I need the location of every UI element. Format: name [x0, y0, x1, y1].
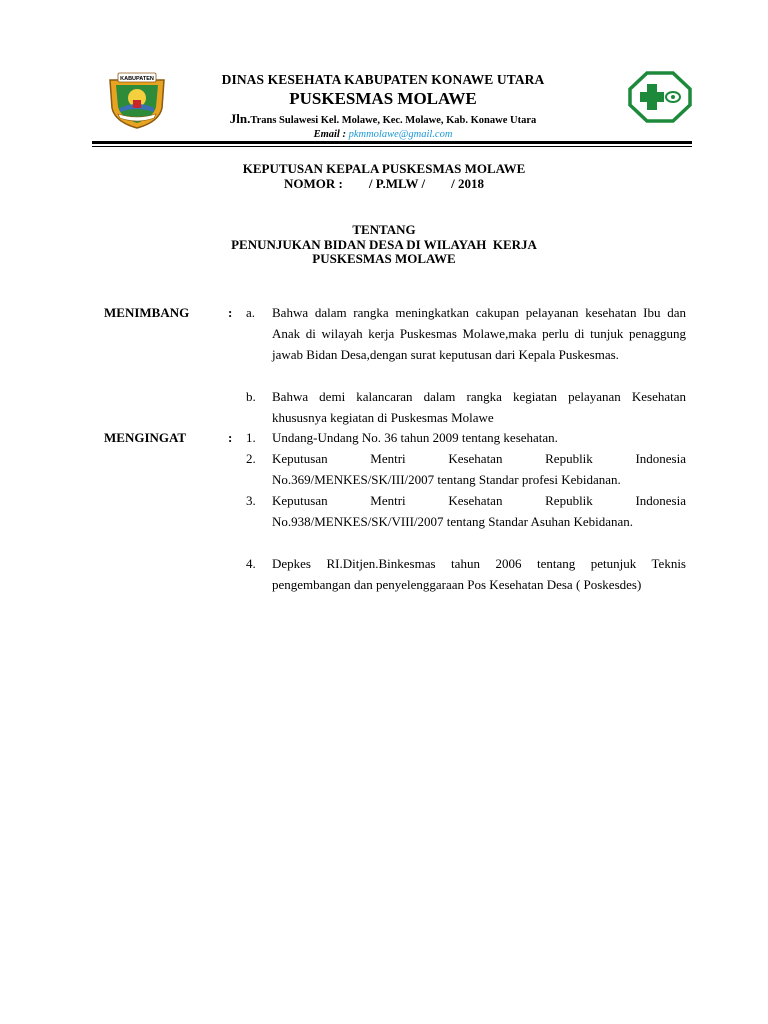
decree-number: NOMOR : / P.MLW / / 2018 — [284, 175, 484, 191]
about-line-2: PUSKESMAS MOLAWE — [312, 251, 456, 266]
item-marker: 3. — [246, 493, 256, 508]
menimbang-item-b — [246, 386, 686, 428]
item-text: Depkes RI.Ditjen.Binkesmas tahun 2006 tentang petunjuk Teknis pengembangan dan penyelenggaraan Pos Kesehatan Desa ( Poskesdes) — [272, 556, 686, 592]
menimbang-item-a — [246, 302, 686, 365]
svg-text:KABUPATEN: KABUPATEN — [120, 76, 154, 82]
email-label: Email : — [313, 129, 349, 140]
menimbang-label: MENIMBANG — [104, 305, 190, 320]
about-label: TENTANG — [352, 222, 416, 237]
puskesmas-emblem-icon — [627, 70, 693, 124]
email-line — [178, 128, 588, 141]
item-marker: 4. — [246, 556, 256, 571]
mengingat-item-3 — [246, 490, 686, 532]
decree-subject — [0, 223, 768, 267]
item-text: Bahwa dalam rangka meningkatkan cakupan pelayanan kesehatan Ibu dan Anak di wilayah kerja Puskesmas Molawe,maka perlu di tunjuk penaggung jawab Bidan Desa,dengan surat keputusan dari Kepala Puskesmas. — [272, 305, 686, 362]
letterhead-divider-thin — [92, 146, 692, 147]
agency-name: DINAS KESEHATA KABUPATEN KONAWE UTARA — [221, 72, 545, 87]
item-text: Bahwa demi kalancaran dalam rangka kegiatan pelayanan Kesehatan khususnya kegiatan di Puskesmas Molawe — [272, 389, 686, 425]
item-text: Undang-Undang No. 36 tahun 2009 tentang kesehatan. — [272, 430, 558, 445]
mengingat-colon: : — [228, 430, 233, 445]
decree-title: KEPUTUSAN KEPALA PUSKESMAS MOLAWE — [242, 161, 526, 176]
address — [178, 112, 588, 128]
item-text: Keputusan Mentri Kesehatan Republik Indonesia No.369/MENKES/SK/III/2007 tentang Standar profesi Kebidanan. — [272, 451, 686, 487]
kabupaten-emblem-icon — [104, 70, 170, 130]
email-link[interactable]: pkmmolawe@gmail.com — [348, 129, 453, 140]
mengingat-item-2 — [246, 448, 686, 490]
address-text: Trans Sulawesi Kel. Molawe, Kec. Molawe, Kab. Konawe Utara — [250, 115, 537, 126]
mengingat-item-1 — [246, 427, 686, 448]
decree-heading — [0, 162, 768, 191]
mengingat-item-4 — [246, 553, 686, 595]
address-prefix: Jln. — [229, 111, 251, 126]
item-text: Keputusan Mentri Kesehatan Republik Indonesia No.938/MENKES/SK/VIII/2007 tentang Standar Asuhan Kebidanan. — [272, 493, 686, 529]
about-line-1: PENUNJUKAN BIDAN DESA DI WILAYAH KERJA — [231, 236, 537, 252]
letterhead-divider-thick — [92, 141, 692, 144]
letterhead — [178, 72, 588, 141]
menimbang-colon: : — [228, 305, 233, 320]
item-marker: 2. — [246, 451, 256, 466]
institution-name: PUSKESMAS MOLAWE — [289, 89, 477, 108]
mengingat-label: MENGINGAT — [104, 430, 187, 445]
item-marker: 1. — [246, 430, 256, 445]
item-marker: b. — [246, 389, 256, 404]
item-marker: a. — [246, 305, 256, 320]
